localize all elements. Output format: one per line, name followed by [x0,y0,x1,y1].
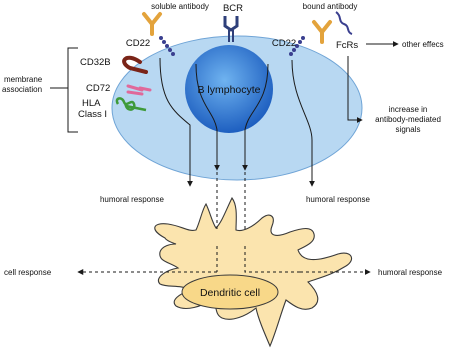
cd72-label: CD72 [86,83,111,94]
increase-label-line3: signals [395,125,421,134]
cell-response-label: cell response [4,268,52,277]
bound-antibody-label: bound antibody [302,2,358,11]
hla-label-line1: HLA [82,98,101,109]
b-lymphocyte-label: B lymphocyte [197,84,261,96]
soluble-antibody-icon [144,14,160,34]
increase-label-line2: antibody-mediated [375,115,441,124]
cd22-left-label: CD22 [125,38,151,49]
increase-label-line1: increase in [388,105,428,114]
other-effects-label: other effecs [402,40,444,49]
humoral-response-right-label: humoral response [305,195,371,204]
fcrs-label: FcRs [336,40,359,51]
bound-antibody-icon [314,22,330,42]
fcr-icon [336,12,352,34]
membrane-association-bracket [68,48,78,132]
membrane-label-line2: association [2,85,43,94]
humoral-response-far-right-label: humoral response [378,268,443,277]
cd22-right-label: CD22 [271,38,297,49]
bcr-label: BCR [222,3,244,14]
dendritic-cell-label: Dendritic cell [199,287,261,299]
hla-label-line2: Class I [78,109,108,120]
cd32b-label: CD32B [80,57,111,68]
soluble-antibody-label: soluble antibody [151,2,209,11]
membrane-label-line1: membrane [4,75,43,84]
humoral-response-left-label: humoral response [99,195,165,204]
